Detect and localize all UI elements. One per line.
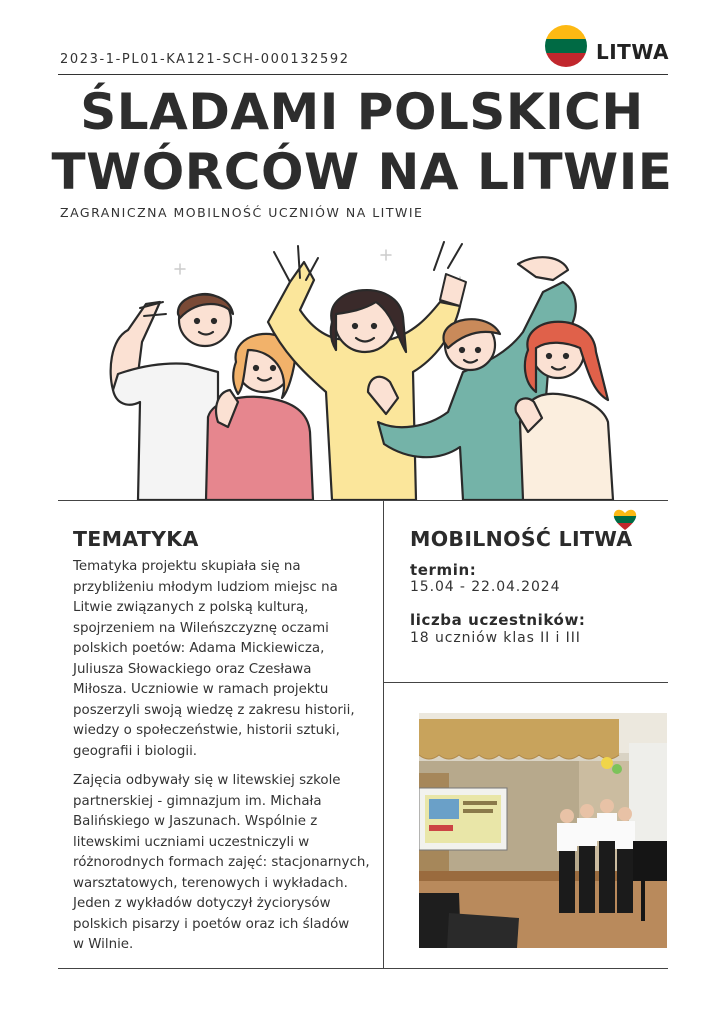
text-line: przybliżeniu młodym ludziom miejsc na xyxy=(73,579,338,595)
text-line: w Wilnie. xyxy=(73,937,134,952)
divider xyxy=(58,74,668,75)
text-line: Litwie związanych z polską kulturą, xyxy=(73,600,309,615)
text-line: polskich pisarzy i poetów oraz ich śladów xyxy=(73,916,350,932)
text-line: Miłosza. Uczniowie w ramach projektu xyxy=(73,682,329,697)
term-label: termin: xyxy=(410,561,477,579)
title-line-1: ŚLADAMI POLSKICH xyxy=(80,83,644,141)
text-line: Juliusza Słowackiego oraz Czesława xyxy=(73,661,312,677)
country-label: LITWA xyxy=(596,40,669,64)
page-title xyxy=(40,82,684,202)
subtitle: ZAGRANICZNA MOBILNOŚĆ UCZNIÓW NA LITWIE xyxy=(60,205,424,220)
title-line-2: TWÓRCÓW NA LITWIE xyxy=(51,143,673,201)
students-presenting-photo xyxy=(419,713,667,948)
text-line: polskich poetów: Adama Mickiewicza, xyxy=(73,641,325,656)
text-line: spojrzeniem na Wileńszczyznę oczami xyxy=(73,620,329,636)
tematyka-heading: TEMATYKA xyxy=(73,527,199,551)
divider xyxy=(58,968,668,969)
text-line: geografii i biologii. xyxy=(73,743,198,759)
text-line: Balińskiego w Jaszunach. Wspólnie z xyxy=(73,814,318,829)
text-line: partnerskiej - gimnazjum im. Michała xyxy=(73,793,322,809)
participants-value: 18 uczniów klas II i III xyxy=(410,630,581,646)
term-value: 15.04 - 22.04.2024 xyxy=(410,579,561,595)
lithuanian-flag-heart-icon xyxy=(612,506,638,532)
divider xyxy=(384,682,668,683)
divider xyxy=(383,500,384,968)
text-line: Jeden z wykładów dotyczył życiorysów xyxy=(73,896,331,911)
lithuania-flag-icon xyxy=(545,25,587,67)
text-line: Tematyka projektu skupiała się na xyxy=(73,559,301,574)
participants-label: liczba uczestników: xyxy=(410,611,586,629)
tematyka-paragraph-2 xyxy=(73,771,373,956)
text-line: warsztatowych, terenowych i wykładach. xyxy=(73,875,348,891)
text-line: poszerzyli swoją wiedzę z zakresu historii, xyxy=(73,702,355,718)
mobility-heading: MOBILNOŚĆ LITWA xyxy=(410,527,633,551)
divider xyxy=(58,500,668,501)
project-code: 2023-1-PL01-KA121-SCH-000132592 xyxy=(60,52,350,67)
group-of-five-students-illustration xyxy=(68,222,648,500)
text-line: różnorodnych formach zajęć: stacjonarnych, xyxy=(73,855,370,870)
tematyka-paragraph-1 xyxy=(73,557,373,762)
text-line: wiedzy o społeczeństwie, historii sztuki, xyxy=(73,723,340,738)
text-line: litewskimi uczniami uczestniczyli w xyxy=(73,834,310,850)
text-line: Zajęcia odbywały się w litewskiej szkole xyxy=(73,773,341,788)
